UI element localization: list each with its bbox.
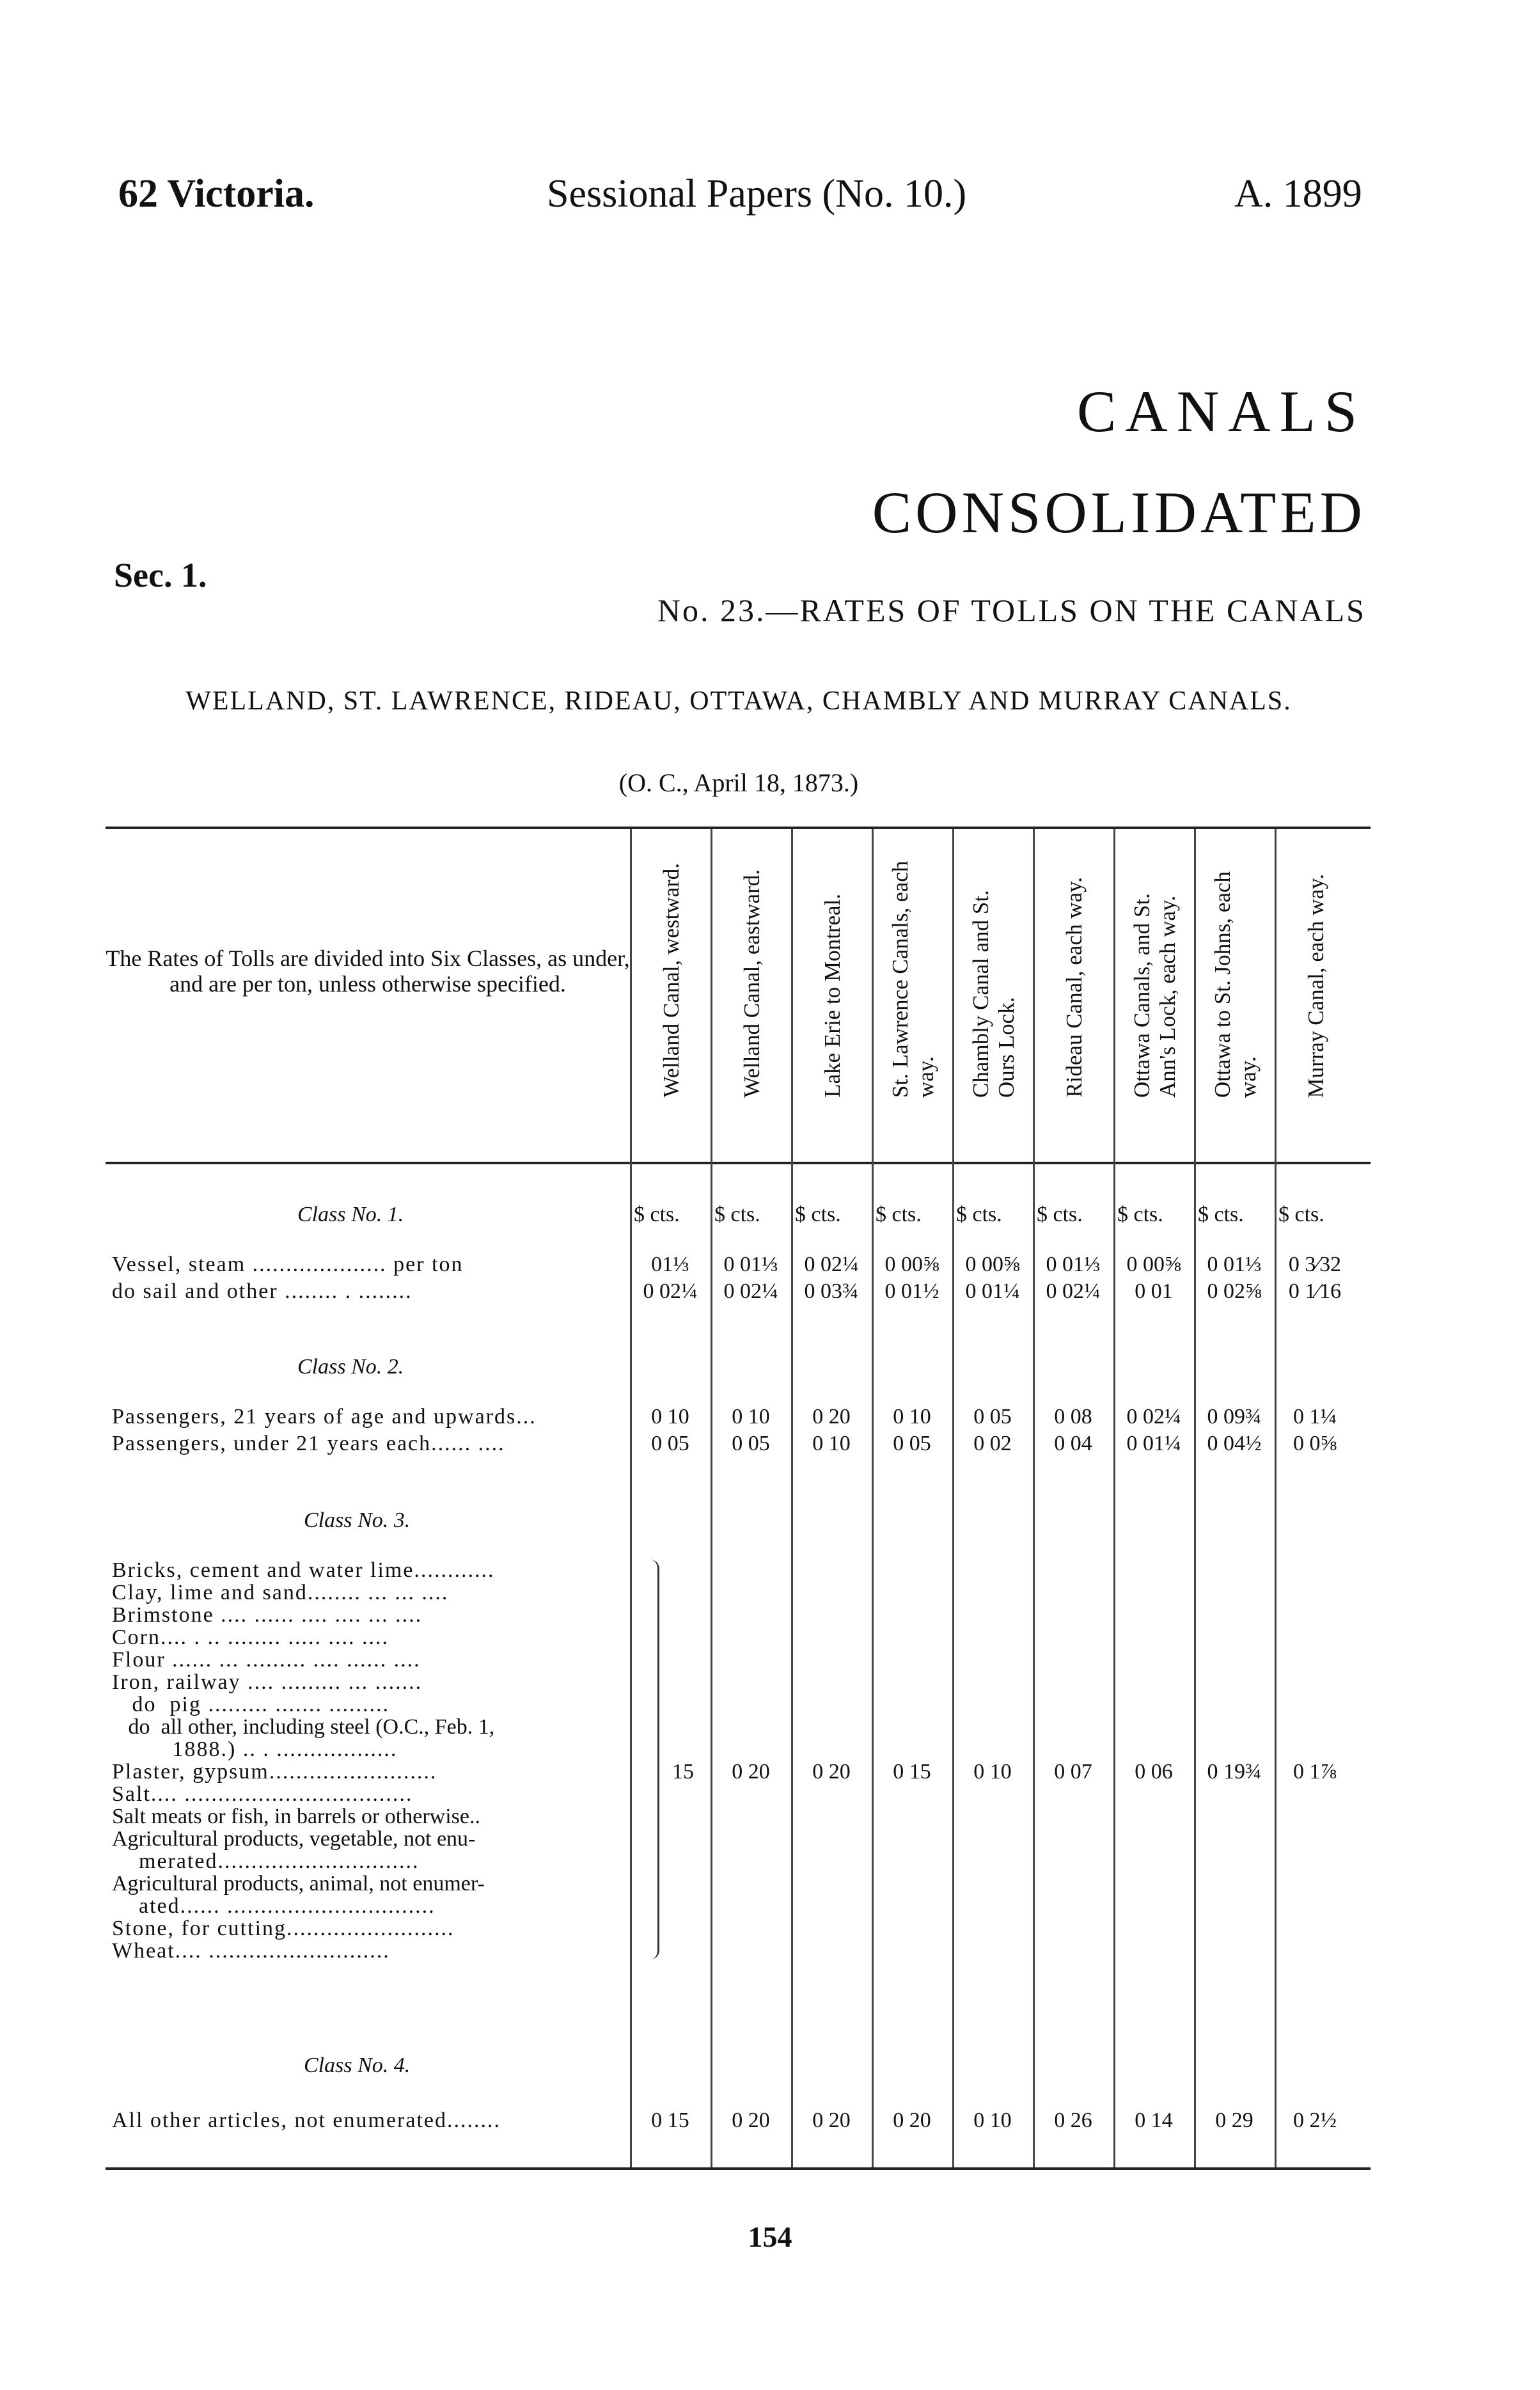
tolls-table <box>106 811 1371 2175</box>
cell: 0 2½ <box>1293 2109 1337 2132</box>
cell: 0 10 <box>893 1405 931 1428</box>
col-header-st-lawrence <box>873 848 954 1098</box>
cell: 0 04 <box>1054 1432 1092 1455</box>
class-4-label: Class No. 4. <box>304 2054 411 2077</box>
cell: 0 05 <box>973 1405 1012 1428</box>
cell: 0 10 <box>812 1432 851 1455</box>
col-header-text: Welland Canal, eastward. <box>739 869 764 1098</box>
unit-cell: $ cts. <box>1117 1203 1163 1226</box>
class-1-label: Class No. 1. <box>297 1203 404 1226</box>
order-reference: (O. C., April 18, 1873.) <box>618 768 859 797</box>
cell: 0 02 <box>973 1432 1012 1455</box>
col-header-murray <box>1276 848 1356 1098</box>
cell: 0 20 <box>893 2109 931 2132</box>
cell: 0 01½ <box>884 1279 939 1303</box>
col-header-text: Lake Erie to Montreal. <box>820 894 845 1098</box>
cell: 0 1¼ <box>1293 1405 1337 1428</box>
list-item: Iron, railway .... ......... ... ....... <box>112 1670 423 1694</box>
cell: 0 10 <box>973 2109 1012 2132</box>
cell: 0 20 <box>732 1760 770 1784</box>
rates-description: The Rates of Tolls are divided into Six Classes, as under, and are per ton, unless otherwise specified. <box>106 946 630 997</box>
col-header-text: St. Lawrence Canals, each way. <box>888 860 938 1098</box>
list-item: do pig ......... ....... ......... <box>112 1693 389 1716</box>
cell: 0 02⅝ <box>1207 1279 1262 1303</box>
list-item: ated...... ............................... <box>112 1894 436 1918</box>
list-item: Plaster, gypsum......................... <box>112 1760 437 1784</box>
cell: 0 00⅝ <box>884 1253 939 1276</box>
cell: 0 00⅝ <box>1126 1253 1181 1276</box>
col-header-text: Ottawa to St. Johns, each way. <box>1210 871 1261 1098</box>
unit-cell: $ cts. <box>876 1203 922 1226</box>
list-item: Salt.... .................................. <box>112 1782 413 1806</box>
col-header-erie-montreal <box>792 848 873 1098</box>
list-item: Agricultural products, animal, not enumer- <box>112 1872 485 1895</box>
cell: 0 04½ <box>1207 1432 1262 1455</box>
unit-cell: $ cts. <box>956 1203 1002 1226</box>
cell: 0 02¼ <box>643 1279 698 1303</box>
cell: 0 20 <box>812 2109 851 2132</box>
cell: 15 <box>672 1760 694 1784</box>
cell: 0 10 <box>973 1760 1012 1784</box>
list-item: Flour ...... ... ......... .... ...... .... <box>112 1648 421 1672</box>
cell: 0 01⅓ <box>1046 1253 1101 1276</box>
list-item: 1888.) .. . .................. <box>112 1737 398 1761</box>
row-label: do sail and other ........ . ........ <box>112 1279 412 1303</box>
cell: 0 01¼ <box>1126 1432 1181 1455</box>
cell: 0 07 <box>1054 1760 1092 1784</box>
col-header-text: Welland Canal, westward. <box>659 863 684 1098</box>
cell: 0 02¼ <box>1126 1405 1181 1428</box>
table-bottom-rule <box>106 2167 1371 2170</box>
col-header-rideau <box>1034 848 1115 1098</box>
unit-cell: $ cts. <box>1198 1203 1244 1226</box>
header-bottom-rule <box>106 1162 1371 1164</box>
unit-cell: $ cts. <box>714 1203 760 1226</box>
cell: 0 01 <box>1135 1279 1173 1303</box>
title-canals: CANALS <box>1076 379 1366 444</box>
cell: 0 3⁄32 <box>1288 1253 1342 1276</box>
cell: 0 05 <box>893 1432 931 1455</box>
cell: 0 05 <box>732 1432 770 1455</box>
cell: 0 1⁄16 <box>1288 1279 1342 1303</box>
cell: 0 08 <box>1054 1405 1092 1428</box>
cell: 0 09¾ <box>1207 1405 1262 1428</box>
cell: 0 14 <box>1135 2109 1173 2132</box>
col-header-ottawa <box>1115 848 1195 1098</box>
col-header-welland-west <box>631 848 712 1098</box>
unit-cell: $ cts. <box>1037 1203 1083 1226</box>
cell: 0 1⅞ <box>1293 1760 1337 1784</box>
list-item: Clay, lime and sand........ ... ... .... <box>112 1581 449 1604</box>
cell: 0 00⅝ <box>965 1253 1020 1276</box>
row-label: Passengers, 21 years of age and upwards... <box>112 1405 537 1428</box>
table-top-rule <box>106 827 1371 829</box>
canals-line: WELLAND, ST. LAWRENCE, RIDEAU, OTTAWA, CHAMBLY AND MURRAY CANALS. <box>185 686 1292 716</box>
cell: 0 20 <box>812 1405 851 1428</box>
col-header-chambly <box>954 848 1034 1098</box>
subtitle: No. 23.—RATES OF TOLLS ON THE CANALS <box>657 592 1366 628</box>
list-item: merated.............................. <box>112 1849 420 1873</box>
cell: 0 20 <box>732 2109 770 2132</box>
header-series: Sessional Papers (No. 10.) <box>547 172 967 216</box>
list-item: Corn.... . .. ........ ..... .... .... <box>112 1626 389 1649</box>
header-volume: 62 Victoria. <box>118 172 315 216</box>
unit-cell: $ cts. <box>1278 1203 1324 1226</box>
cell: 0 29 <box>1215 2109 1253 2132</box>
list-item: Stone, for cutting......................... <box>112 1917 455 1940</box>
cell: 0 0⅝ <box>1293 1432 1337 1455</box>
class-2-label: Class No. 2. <box>297 1355 404 1379</box>
list-item: Wheat.... ........................... <box>112 1939 390 1963</box>
class-3-label: Class No. 3. <box>304 1508 411 1532</box>
cell: 0 26 <box>1054 2109 1092 2132</box>
cell: 01⅓ <box>651 1253 689 1276</box>
header-year: A. 1899 <box>1234 172 1362 216</box>
cell: 0 02¼ <box>723 1279 778 1303</box>
list-item: Brimstone .... ...... .... .... ... .... <box>112 1603 423 1627</box>
cell: 0 01⅓ <box>1207 1253 1262 1276</box>
list-item: Agricultural products, vegetable, not enu- <box>112 1827 476 1851</box>
list-item: do all other, including steel (O.C., Feb. 1, <box>112 1715 495 1739</box>
cell: 0 19¾ <box>1207 1760 1262 1784</box>
page-number: 154 <box>748 2220 792 2253</box>
unit-cell: $ cts. <box>795 1203 841 1226</box>
cell: 0 20 <box>812 1760 851 1784</box>
list-item: Bricks, cement and water lime............ <box>112 1558 495 1582</box>
cell: 0 10 <box>651 1405 689 1428</box>
cell: 0 15 <box>651 2109 689 2132</box>
cell: 0 06 <box>1135 1760 1173 1784</box>
row-label: Vessel, steam .................... per ton <box>112 1253 464 1276</box>
section-label: Sec. 1. <box>114 556 207 594</box>
col-header-text: Murray Canal, each way. <box>1303 873 1328 1098</box>
cell: 0 03¾ <box>804 1279 859 1303</box>
row-label: All other articles, not enumerated........ <box>112 2109 501 2132</box>
col-header-ottawa-st-johns <box>1195 848 1276 1098</box>
list-item: Salt meats or fish, in barrels or otherwise.. <box>112 1805 480 1828</box>
cell: 0 05 <box>651 1432 689 1455</box>
cell: 0 15 <box>893 1760 931 1784</box>
col-header-welland-east <box>712 848 792 1098</box>
title-consolidated: CONSOLIDATED <box>872 480 1366 545</box>
unit-cell: $ cts. <box>634 1203 680 1226</box>
col-header-text: Ottawa Canals, and St. Ann's Lock, each way. <box>1129 893 1180 1098</box>
row-label: Passengers, under 21 years each...... .... <box>112 1432 505 1455</box>
cell: 0 02¼ <box>1046 1279 1101 1303</box>
col-header-text: Chambly Canal and St. Ours Lock. <box>968 890 1019 1098</box>
cell: 0 01⅓ <box>723 1253 778 1276</box>
col-header-text: Rideau Canal, each way. <box>1062 877 1087 1098</box>
cell: 0 01¼ <box>965 1279 1020 1303</box>
cell: 0 02¼ <box>804 1253 859 1276</box>
cell: 0 10 <box>732 1405 770 1428</box>
